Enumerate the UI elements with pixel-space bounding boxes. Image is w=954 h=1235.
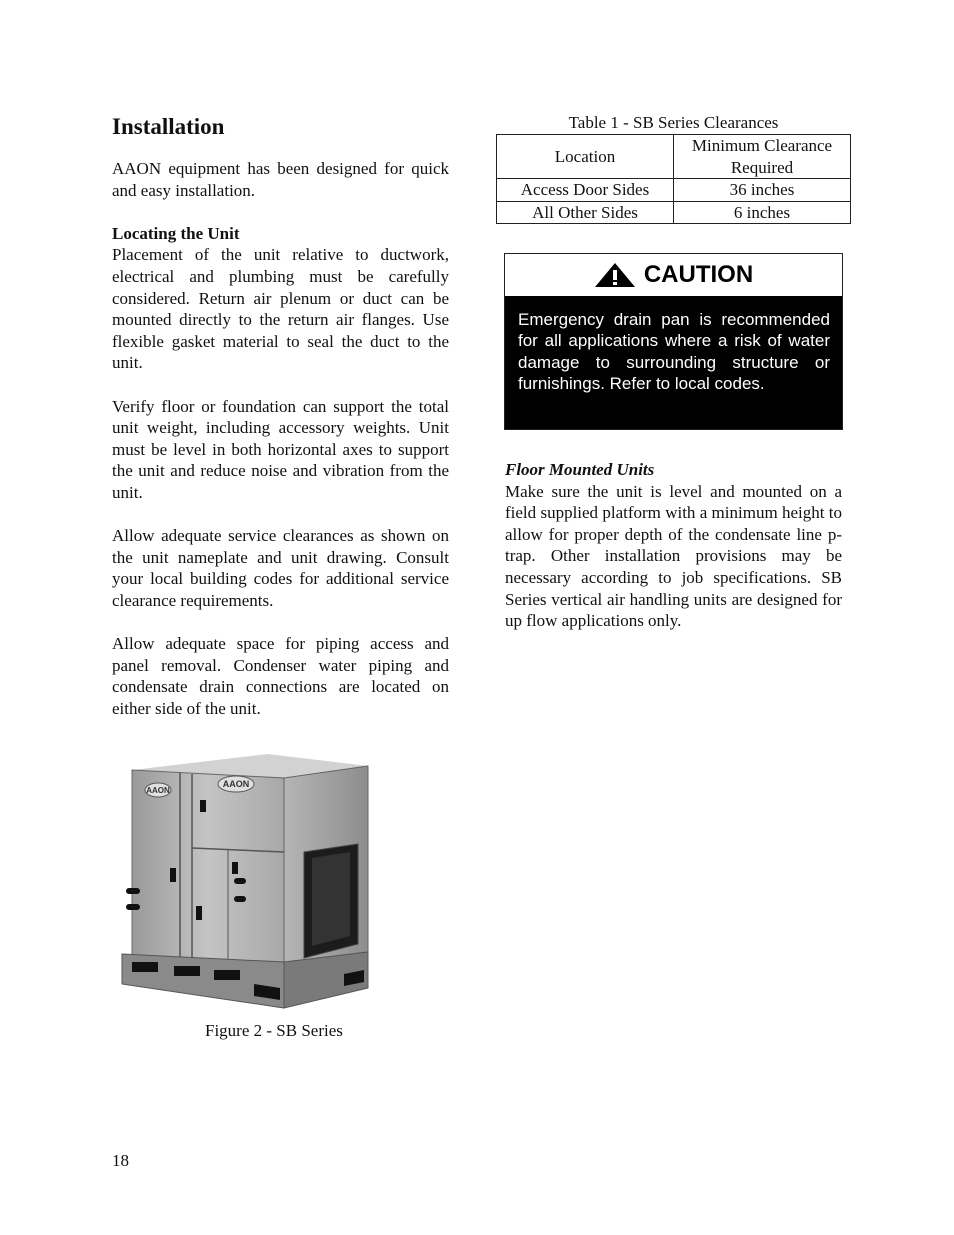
page-title: Installation xyxy=(112,114,225,139)
sb-series-unit-image xyxy=(118,748,370,1018)
intro-paragraph: AAON equipment has been designed for quick and easy installation. xyxy=(112,159,449,200)
table-header-location: Location xyxy=(497,135,674,179)
table-cell: 36 inches xyxy=(674,179,851,202)
floor-mounted-paragraph: Make sure the unit is level and mounted on a field supplied platform with a minimum height to allow for proper depth of the condensate line p-trap. Other installation provisions may be necessary according to job specifications. SB Series vertical air handling units are designed for up flow applications only. xyxy=(505,481,842,631)
locating-paragraph-1: Placement of the unit relative to ductwork, electrical and plumbing must be carefully considered. Return air plenum or duct can be mounted directly to the return air flanges. Use flexible gasket material to seal the duct to the unit. xyxy=(112,245,449,373)
locating-paragraph-4: Allow adequate space for piping access and panel removal. Condenser water piping and condensate drain connections are located on either side of the unit. xyxy=(112,634,449,718)
unit-logo-right: AAON xyxy=(222,779,250,789)
table-cell: Access Door Sides xyxy=(497,179,674,202)
caution-text: Emergency drain pan is recommended for all applications where a risk of water damage to surrounding structure or furnishings. Refer to local codes. xyxy=(518,310,830,394)
page-number: 18 xyxy=(112,1151,129,1170)
table-cell: 6 inches xyxy=(674,201,851,224)
unit-logo-left: AAON xyxy=(146,786,170,795)
caution-title: CAUTION xyxy=(643,261,754,289)
table-cell: All Other Sides xyxy=(497,201,674,224)
caution-box xyxy=(504,253,843,430)
table-header-row xyxy=(497,135,851,179)
floor-mounted-heading: Floor Mounted Units xyxy=(505,460,655,479)
locating-paragraph-2: Verify floor or foundation can support the total unit weight, including accessory weights. Unit must be level in both horizontal axes to support the unit and reduce noise and vibration from the unit. xyxy=(112,396,449,502)
table-row xyxy=(497,179,851,202)
figure-caption: Figure 2 - SB Series xyxy=(205,1021,343,1040)
right-column xyxy=(505,459,842,632)
left-column xyxy=(112,110,449,719)
table-caption: Table 1 - SB Series Clearances xyxy=(568,113,779,132)
clearances-table xyxy=(496,134,851,224)
caution-header xyxy=(505,254,842,296)
locating-unit-heading: Locating the Unit xyxy=(112,223,240,243)
table-header-clearance xyxy=(674,135,851,179)
locating-paragraph-3: Allow adequate service clearances as shown on the unit nameplate and unit drawing. Consult your local building codes for additional service clearance requirements. xyxy=(112,526,449,610)
table-header-clearance-text: Minimum Clearance Required xyxy=(691,136,833,177)
air-handler-illustration xyxy=(118,748,370,1018)
table-row xyxy=(497,201,851,224)
warning-triangle-icon xyxy=(594,262,636,288)
clearances-table-block xyxy=(496,112,851,224)
